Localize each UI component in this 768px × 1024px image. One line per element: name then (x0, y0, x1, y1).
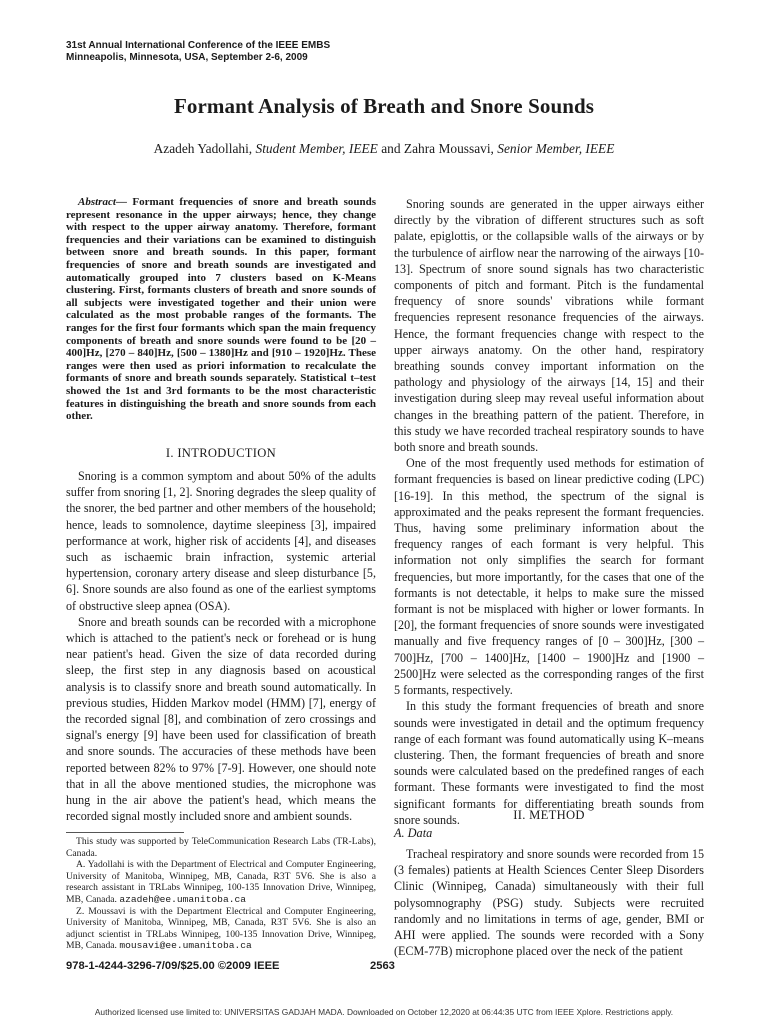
section-heading-introduction: I. INTRODUCTION (165, 446, 277, 460)
footnote-rule (66, 832, 184, 833)
author-2-role: Senior Member, IEEE (497, 141, 615, 156)
conference-header (66, 40, 330, 64)
abstract (66, 196, 376, 423)
footnotes (66, 836, 376, 952)
method-paragraph-1: Tracheal respiratory and snore sounds were recorded from 15 (3 females) patients at Health Sciences Center Sleep Disorders Clinic (Winnipeg, Canada) simultaneously with their full polysomnography (PSG) study. Subjects were recruited randomly and no limitations in terms of age, gender, BMI or AHI were applied. The sounds were recorded with a Sony (ECM-77B) microphone placed over the neck of the patient (394, 847, 704, 959)
intro-paragraph-5: In this study the formant frequencies of breath and snore sounds were investigated in detail and the optimum frequency range of each formant was found automatically using K–means clustering. Then, the formant frequencies of breath and snore sounds were calculated based on the predefined ranges of each formant. These formants were investigated to find the most significant formants for differentiating breath sounds from snore sounds. (394, 699, 704, 827)
abstract-text: — Formant frequencies of snore and breath sounds represent resonance in the upper airways; hence, they change with respect to the upper airway anatomy. Therefore, formant frequencies and their variations can be examined to distinguish between snore and breath sounds. In this paper, formant frequencies of snore and breath sounds are investigated and automatically grouped into 7 clusters based on K-Means clustering. First, formants clusters of breath and snore sounds of all subjects were investigated together and their union were calculated as the most probable ranges of the formants. The ranges for the first four formants which span the main frequency components of breath and snore sounds were found to be [20 – 400]Hz, [270 – 840]Hz, [500 – 1380]Hz and [910 – 1920]Hz. These ranges were then used as priori information to recalculate the formants of snore and breath sounds separately. Statistical t–test showed the 1st and 3rd formants to be the most characteristic features in distinguishing the breath and snore sounds from each other. (66, 196, 376, 423)
intro-left-column (66, 468, 376, 824)
author-2-name: and Zahra Moussavi, (381, 141, 494, 156)
author-line (0, 141, 768, 157)
authorized-use-notice: Authorized licensed use limited to: UNIVERSITAS GADJAH MADA. Downloaded on October 12,2020 at 06:44:35 UTC from IEEE Xplore. Restrictions apply. (94, 1007, 674, 1017)
conference-name: 31st Annual International Conference of the IEEE EMBS (66, 40, 331, 51)
author-1-email[interactable]: azadeh@ee.umanitoba.ca (119, 893, 246, 905)
footnote-author-1 (66, 859, 376, 905)
author-1-name: Azadeh Yadollahi, (153, 141, 253, 156)
method-column (394, 846, 704, 959)
page-number: 2563 (370, 960, 395, 972)
conference-location: Minneapolis, Minnesota, USA, September 2-6, 2009 (66, 52, 308, 63)
intro-paragraph-4: One of the most frequently used methods for estimation of formant frequencies is based on linear predictive coding (LPC) [16-19]. In this method, the spectrum of the signal is approximated and the peaks represent the formant frequencies. Thus, having some preliminary information about the frequency ranges of each formant is very helpful. This information not only simplifies the search for formant frequencies, but more importantly, for the cases that one of the formants is not detectable, it helps to make sure the missed formant is not be misplaced with higher or lower formants. In [20], the formant frequencies of snore sounds were investigated manually and five frequency ranges of [0 – 300]Hz, [300 – 700]Hz, [700 – 1400]Hz, [1400 – 1900]Hz and [1900 – 2500]Hz were selected as the corresponding ranges of the first 5 formants, respectively. (394, 456, 704, 698)
intro-right-column (394, 196, 704, 828)
subsection-heading-data: A. Data (394, 826, 433, 840)
footnote-author-2-text: Z. Moussavi is with the Department Electrical and Computer Engineering, University of Manitoba, Winnipeg, MB, Canada, R3T 5V6. She is also an adjunct scientist in TRLabs Winnipeg, 100-135 Innovation Drive, Winnipeg, MB, Canada. (66, 905, 376, 952)
footnote-author-2 (66, 906, 376, 952)
author-2-email[interactable]: mousavi@ee.umanitoba.ca (119, 940, 252, 952)
paper-title: Formant Analysis of Breath and Snore Sounds (173, 94, 595, 118)
section-heading-method: II. METHOD (513, 808, 585, 822)
intro-paragraph-3: Snoring sounds are generated in the upper airways either directly by the vibration of different structures such as soft palate, epiglottis, or the collapsible walls of the airways or by the turbulence of airflow near the narrowing of the airways [10-13]. Spectrum of snore sound signals has two characteristic components of pitch and formant. Pitch is the fundamental frequency of snore sounds' vibrations while formant frequencies represent resonance frequencies of the airways. Hence, the formant frequencies change with respect to the upper airways anatomy. On the other hand, respiratory breathing sounds convey important information on the pathology and physiology of the airways [14, 15] and their investigation during sleep may reveal useful information about changes in the breathing pattern of the patient. Therefore, in this study we have recorded tracheal respiratory sounds to have both snore and breath sounds. (394, 197, 704, 455)
footnote-funding: This study was supported by TeleCommunication Research Labs (TR-Labs), Canada. (66, 836, 376, 859)
isbn-copyright: 978-1-4244-3296-7/09/$25.00 ©2009 IEEE (66, 960, 280, 972)
author-1-role: Student Member, IEEE (255, 141, 378, 156)
intro-paragraph-1: Snoring is a common symptom and about 50% of the adults suffer from snoring [1, 2]. Snoring degrades the sleep quality of the snorer, the bed partner and other members of the household; hence, leads to somnolence, daytime sleepiness [3], impaired performance at work, higher risk of accidents [4], and diseases such as ischaemic brain infraction, systemic arterial hypertension, coronary artery disease and sleep disturbance [5, 6]. Snore sounds are also found as one of the earliest symptoms of obstructive sleep apnea (OSA). (66, 469, 376, 613)
footnote-author-1-text: A. Yadollahi is with the Department of Electrical and Computer Engineering, University of Manitoba, Winnipeg, MB, Canada, R3T 5V6. She is also a research assistant in TRLabs Winnipeg, 100-135 Innovation Drive, Winnipeg, MB, Canada. (66, 859, 376, 905)
abstract-lead: Abstract (78, 196, 116, 208)
intro-paragraph-2: Snore and breath sounds can be recorded with a microphone which is attached to the patient's neck or forehead or is hung near patient's head. Given the size of data recorded during sleep, the first step in any diagnosis based on acoustical analysis is to classify snore and breath sound automatically. In previous studies, Hidden Markov model (HMM) [7], energy of the recorded signal [8], and combination of zero crossings and signal's energy [9] have been used for classification of breath and snore sounds. The accuracies of these methods have been reported between 82% to 97% [7-9]. However, one should note that in all the above mentioned studies, the microphone was hung in the air above the patient's head, which means the recorded signal mostly included snore and ambient sounds. (66, 614, 376, 824)
